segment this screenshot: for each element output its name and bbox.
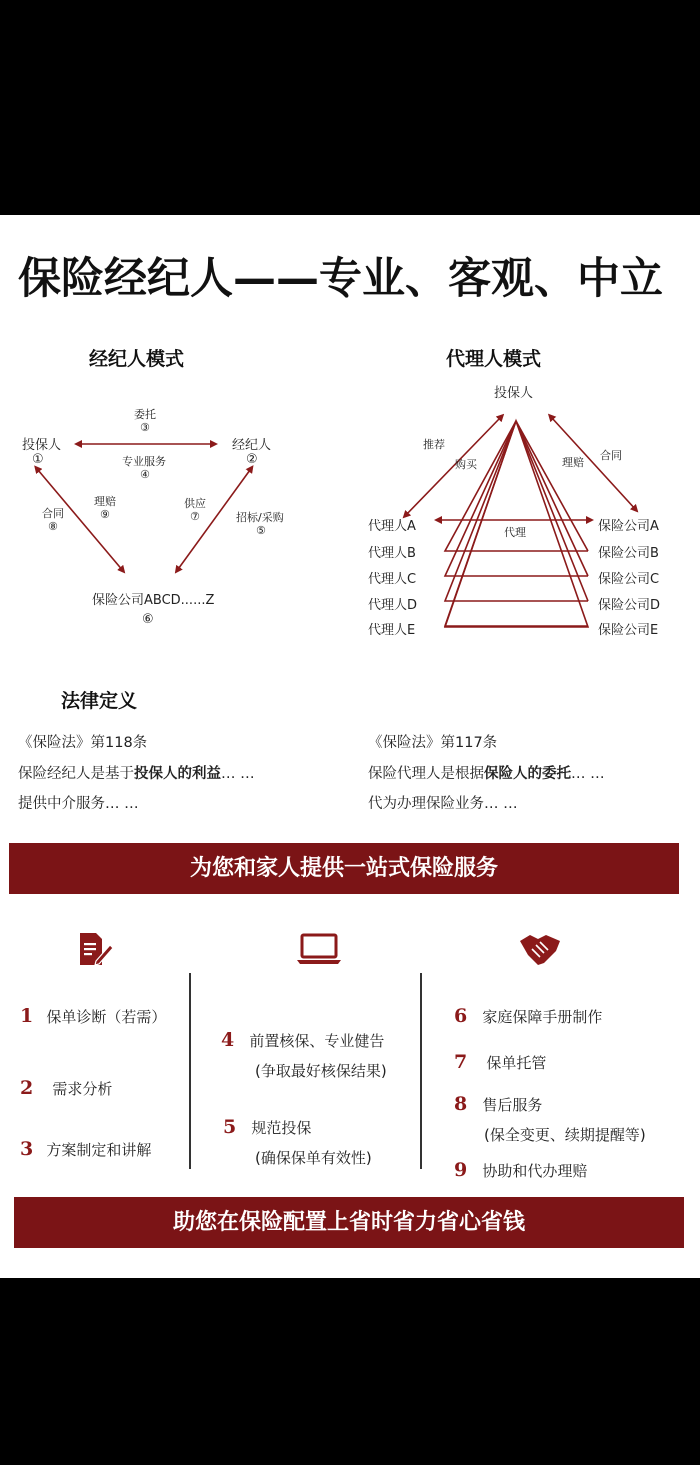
legal-right-line2: 代为办理保险业务… … [368, 796, 518, 812]
agent-heading: 代理人模式 [446, 348, 542, 370]
infographic [0, 215, 700, 1278]
service-item-3 [20, 1138, 151, 1160]
agent-contract-label: 合同 [600, 449, 622, 462]
service-number: 1 [20, 1005, 34, 1027]
broker-claim-label: 理赔 [94, 495, 116, 508]
service-text: 前置核保、专业健告 [249, 1032, 385, 1050]
broker-tender-no: ⑤ [256, 524, 266, 537]
handshake-icon [518, 929, 562, 969]
service-item-8-sub: (保全变更、续期提醒等) [484, 1126, 646, 1144]
broker-supply-no: ⑦ [190, 510, 200, 523]
service-text: 家庭保障手册制作 [482, 1008, 603, 1026]
legal-left-line1: 保险经纪人是基于投保人的利益… … [18, 766, 255, 782]
service-item-9 [454, 1159, 587, 1181]
service-item-4-sub: (争取最好核保结果) [255, 1062, 387, 1080]
broker-contract-no: ⑧ [48, 520, 58, 533]
arrow-recommend [404, 418, 500, 517]
broker-company-no: ⑥ [142, 612, 154, 627]
agent-company-a: 保险公司A [598, 519, 659, 534]
service-number: 5 [223, 1116, 237, 1138]
broker-tender-label: 招标/采购 [236, 511, 284, 524]
broker-entrust-label: 委托 [134, 408, 156, 421]
broker-policyholder-label: 投保人 [22, 438, 62, 453]
agent-name-e: 代理人E [368, 623, 416, 638]
service-item-2 [20, 1077, 112, 1099]
laptop-icon [296, 933, 342, 965]
legal-right-line1: 保险代理人是根据保险人的委托… … [368, 766, 605, 782]
column-divider-left [189, 973, 191, 1169]
broker-policyholder-no: ① [32, 452, 44, 467]
agent-name-b: 代理人B [368, 546, 416, 561]
legal-heading: 法律定义 [61, 690, 138, 712]
service-text: 需求分析 [52, 1080, 113, 1098]
broker-broker-no: ② [246, 452, 258, 467]
column-divider-right [420, 973, 422, 1169]
service-text: 方案制定和讲解 [46, 1141, 152, 1159]
broker-supply-label: 供应 [184, 497, 206, 510]
service-text: 规范投保 [251, 1119, 312, 1137]
legal-right-law: 《保险法》第117条 [368, 735, 498, 751]
service-item-5-sub: (确保保单有效性) [255, 1149, 372, 1167]
banner-one-stop-service: 为您和家人提供一站式保险服务 [9, 843, 679, 894]
banner-save-time-money: 助您在保险配置上省时省力省心省钱 [14, 1197, 684, 1248]
broker-service-no: ④ [140, 468, 150, 481]
agent-agency-label: 代理 [504, 526, 526, 539]
service-item-7 [454, 1051, 546, 1073]
service-text: 保单诊断（若需） [46, 1008, 167, 1026]
broker-broker-label: 经纪人 [232, 438, 272, 453]
service-item-6 [454, 1005, 602, 1027]
service-text: 售后服务 [482, 1096, 543, 1114]
service-number: 6 [454, 1005, 468, 1027]
service-number: 3 [20, 1138, 34, 1160]
agent-name-d: 代理人D [368, 598, 418, 613]
service-item-8 [454, 1093, 542, 1115]
agent-name-a: 代理人A [368, 519, 416, 534]
document-pen-icon [76, 931, 114, 967]
broker-heading: 经纪人模式 [89, 348, 185, 370]
agent-policyholder-label: 投保人 [494, 386, 534, 401]
service-number: 9 [454, 1159, 468, 1181]
service-number: 7 [454, 1051, 468, 1073]
agent-company-e: 保险公司E [598, 623, 659, 638]
service-number: 8 [454, 1093, 468, 1115]
broker-contract-label: 合同 [42, 507, 64, 520]
legal-left-law: 《保险法》第118条 [18, 735, 148, 751]
service-item-1 [20, 1005, 166, 1027]
agent-name-c: 代理人C [368, 572, 417, 587]
service-number: 4 [221, 1029, 235, 1051]
legal-left-line2: 提供中介服务… … [18, 796, 139, 812]
agent-company-b: 保险公司B [598, 546, 659, 561]
page-title: 保险经纪人——专业、客观、中立 [18, 254, 663, 304]
service-item-4 [221, 1029, 384, 1051]
agent-recommend-label: 推荐 [423, 438, 445, 451]
broker-company-label: 保险公司ABCD......Z [92, 593, 215, 608]
agent-company-d: 保险公司D [598, 598, 661, 613]
service-item-5 [223, 1116, 311, 1138]
agent-claim-label: 理赔 [562, 456, 584, 469]
service-text: 协助和代办理赔 [482, 1162, 588, 1180]
broker-claim-no: ⑨ [100, 508, 110, 521]
broker-entrust-no: ③ [140, 421, 150, 434]
agent-purchase-label: 购买 [455, 458, 477, 471]
service-number: 2 [20, 1077, 34, 1099]
agent-company-c: 保险公司C [598, 572, 660, 587]
service-text: 保单托管 [486, 1054, 547, 1072]
broker-service-label: 专业服务 [122, 455, 166, 468]
